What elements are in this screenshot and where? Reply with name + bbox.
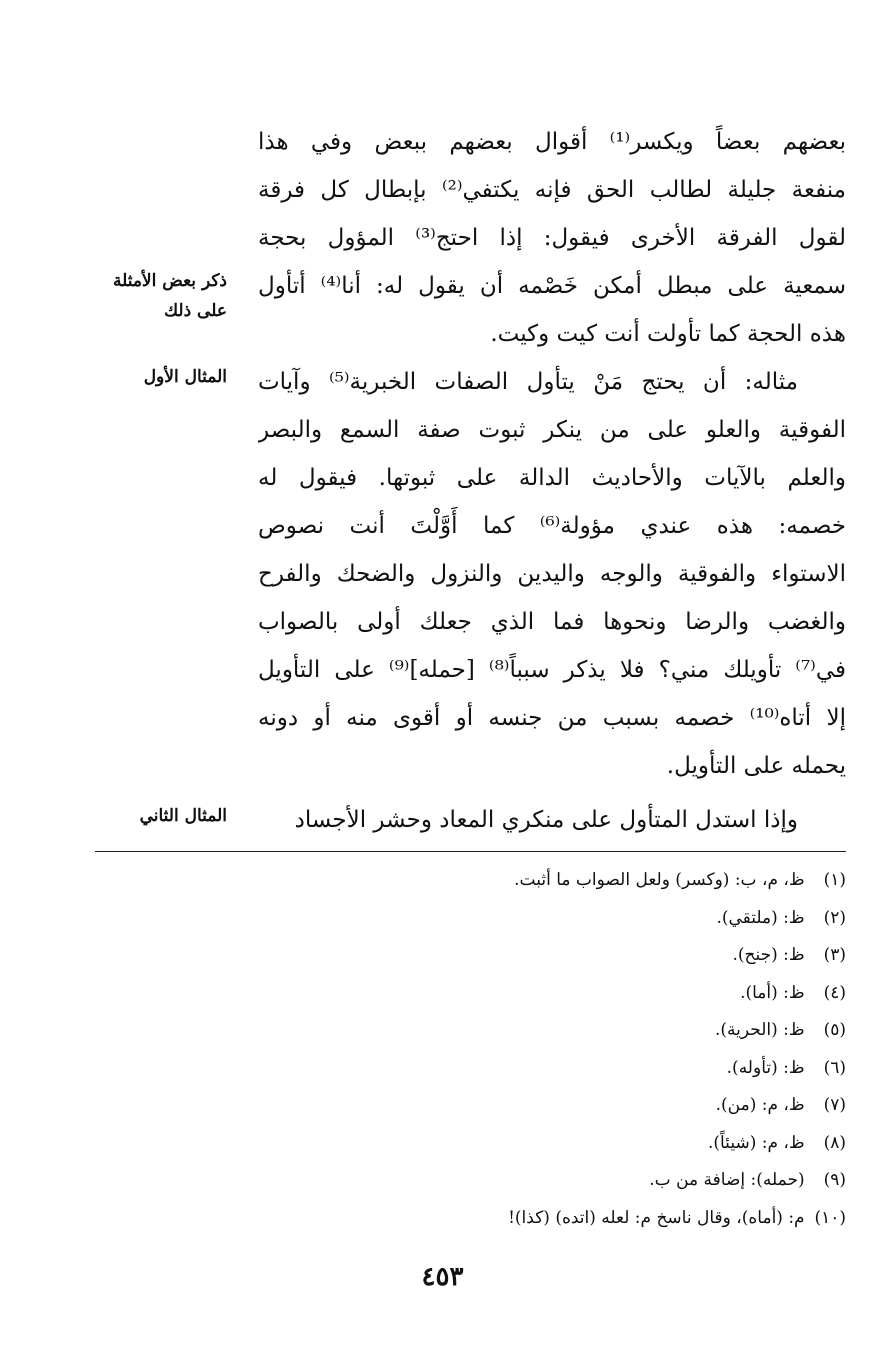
text-line: سمعية على مبطل أمكن خَصْمه أن يقول له: أنا⁽⁴⁾ أتأول (258, 273, 846, 299)
footnote-divider (95, 851, 846, 852)
footnote (258, 937, 846, 975)
main-text (258, 118, 846, 844)
text-line: في⁽⁷⁾ تأويلك مني؟ فلا يذكر سبباً⁽⁸⁾ [حمله]⁽⁹⁾ على التأويل (258, 657, 846, 683)
footnote (258, 1125, 846, 1163)
text-line: والعلم بالآيات والأحاديث الدالة على ثبوتها. فيقول له (258, 465, 846, 491)
margin-note-second-example: المثال الثاني (139, 806, 227, 826)
footnote (258, 1087, 846, 1125)
text-line: هذه الحجة كما تأولت أنت كيت وكيت. (490, 321, 846, 347)
margin-note-first-example: المثال الأول (143, 367, 227, 387)
footnote-number: (١٠) (814, 1207, 846, 1228)
text-line: لقول الفرقة الأخرى فيقول: إذا احتج⁽³⁾ المؤول بحجة (258, 225, 846, 251)
footnote-text: م: (أماه)، وقال ناسخ م: لعله (اتده) (كذا)! (508, 1207, 805, 1228)
text-line: إلا أتاه⁽¹⁰⁾ خصمه بسبب من جنسه أو أقوى منه أو دونه (258, 705, 846, 731)
footnote-text: (حمله): إضافة من ب. (649, 1170, 805, 1190)
footnote-text: ظ، م، ب: (وكسر) ولعل الصواب ما أثبت. (514, 870, 805, 890)
footnote (258, 862, 846, 900)
footnote-number: (٣) (823, 945, 846, 965)
footnote-number: (٩) (823, 1170, 846, 1190)
footnote-text: ظ: (الحرية). (714, 1020, 805, 1040)
margin-note-line: ذكر بعض الأمثلة (112, 271, 227, 291)
footnote-number: (٢) (823, 907, 846, 928)
footnote-number: (٧) (823, 1095, 846, 1115)
footnote-text: ظ: (أما). (740, 982, 805, 1003)
footnote-text: ظ: (ملتقي). (716, 907, 805, 928)
text-line: منفعة جليلة لطالب الحق فإنه يكتفي⁽²⁾ بإبطال كل فرقة (258, 177, 846, 203)
footnote (258, 1012, 846, 1050)
footnote (258, 1162, 846, 1200)
margin-note-examples (57, 266, 227, 326)
text-line: مثاله: أن يحتج مَنْ يتأول الصفات الخبرية⁽⁵⁾ وآيات (258, 369, 798, 395)
footnote-number: (٦) (823, 1057, 846, 1078)
footnotes (258, 862, 846, 1237)
footnote (258, 1050, 846, 1088)
footnote-text: ظ: (جنح). (732, 945, 805, 965)
text-line: وإذا استدل المتأول على منكري المعاد وحشر الأجساد (294, 807, 798, 833)
margin-note-line: على ذلك (164, 301, 227, 321)
text-line: والغضب والرضا ونحوها فما الذي جعلك أولى بالصواب (258, 609, 846, 635)
footnote-text: ظ، م: (من). (715, 1095, 805, 1115)
text-line: الاستواء والفوقية والوجه واليدين والنزول والضحك والفرح (258, 561, 846, 587)
footnote-number: (١) (823, 870, 846, 890)
text-line: خصمه: هذه عندي مؤولة⁽⁶⁾ كما أَوَّلْتَ أنت نصوص (258, 513, 846, 539)
footnote (258, 975, 846, 1013)
footnote-text: ظ: (تأوله). (726, 1057, 805, 1078)
footnote-number: (٤) (823, 982, 846, 1003)
footnote-number: (٨) (823, 1132, 846, 1153)
text-line: الفوقية والعلو على من ينكر ثبوت صفة السمع والبصر (258, 417, 846, 443)
footnote-text: ظ، م: (شيئاً). (707, 1132, 805, 1153)
footnote-number: (٥) (823, 1020, 846, 1040)
text-line: بعضهم بعضاً ويكسر⁽¹⁾ أقوال بعضهم ببعض وفي هذا (258, 129, 846, 155)
footnote (258, 900, 846, 938)
footnote (258, 1200, 846, 1238)
text-line: يحمله على التأويل. (666, 753, 846, 779)
page-number: ٤٥٣ (421, 1262, 464, 1292)
